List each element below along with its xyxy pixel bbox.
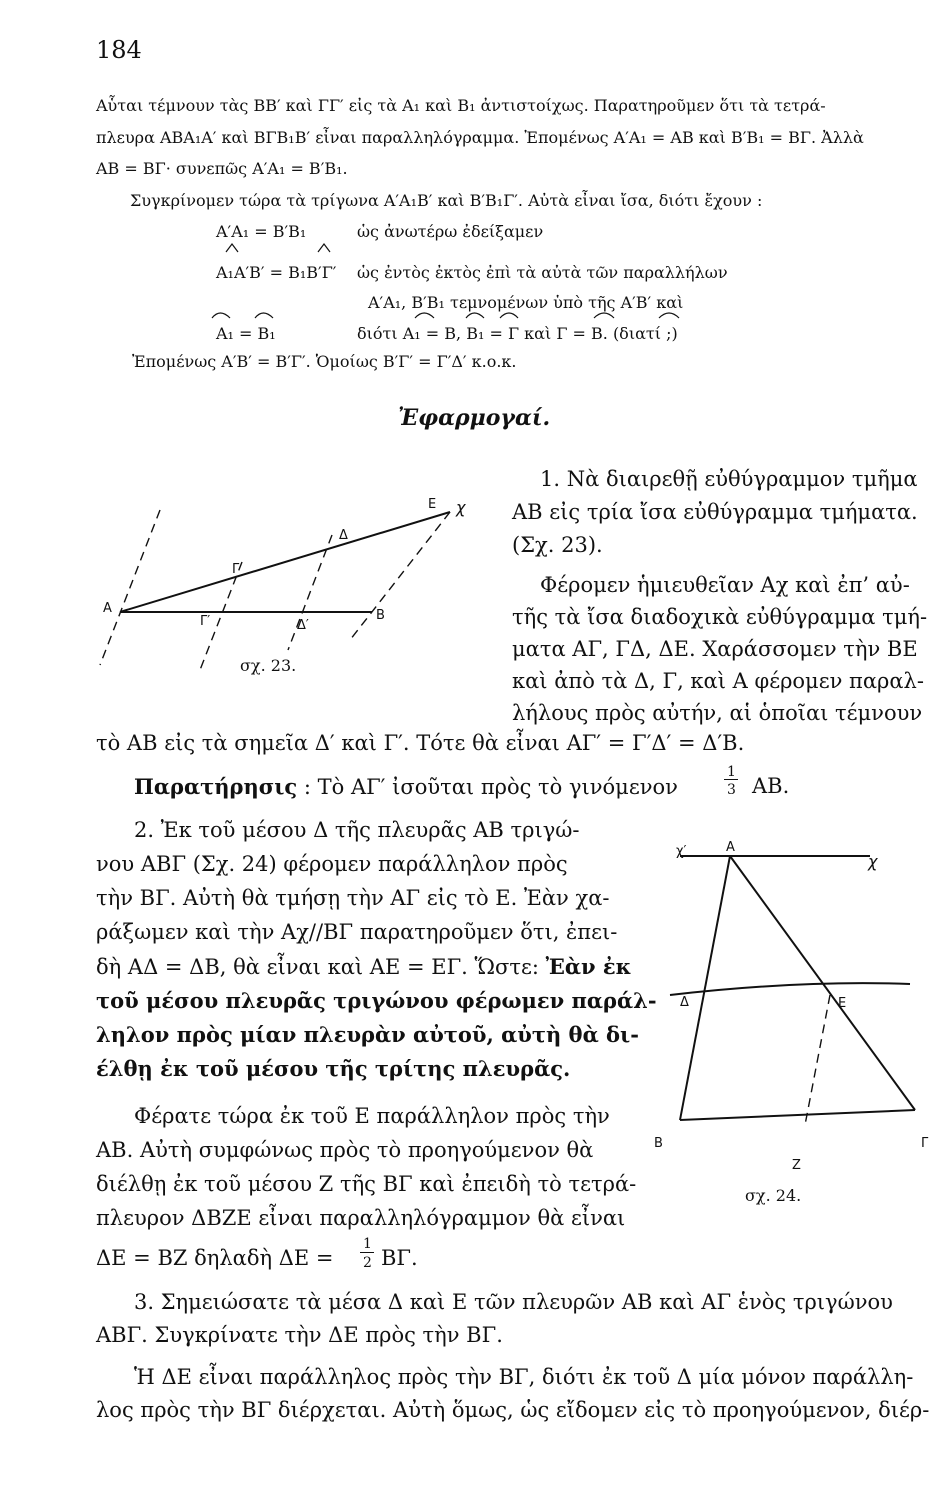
ex2-line-5a: δὴ ΑΔ = ΔΒ, θὰ εἶναι καὶ ΑΕ = ΕΓ. Ὥστε: [96, 955, 546, 979]
remark-label: Παρατήρησις [134, 774, 298, 799]
ex1-line-1: 1. Νὰ διαιρεθῇ εὐθύγραμμον τμῆμα [540, 467, 918, 491]
ex2-p2-line-2: ΑΒ. Αὐτὴ συμφώνως πρὸς τὸ προηγούμενον θὰ [96, 1138, 594, 1162]
fig23-label-d: Δ [339, 528, 348, 543]
cond-3-left: Α₁ = Β₁ [216, 324, 276, 343]
angle-mark [466, 313, 484, 318]
parallel-through-d [288, 535, 332, 650]
ex2-line-2: νου ΑΒΓ (Σχ. 24) φέρομεν παράλληλον πρὸς [96, 852, 568, 876]
fig24-label-xprime: χ′ [676, 844, 687, 859]
angle-marks [0, 0, 951, 400]
ex2-line-4: ράξωμεν καὶ τὴν Αχ//ΒΓ παρατηροῦμεν ὅτι, ἐπει- [96, 920, 618, 944]
fig24-label-e: Ε [838, 996, 847, 1011]
conclusion-line: Ἐπομένως Α′Β′ = Β′Γ′. Ὁμοίως Β′Γ′ = Γ′Δ′ κ.ο.κ. [132, 352, 517, 371]
ex2-line-3: τὴν ΒΓ. Αὐτὴ θὰ τμήσῃ τὴν ΑΓ εἰς τὸ Ε. Ἐὰν χα- [96, 886, 610, 910]
cond-2-right-cont: Α′Α₁, Β′Β₁ τεμνομένων ὑπὸ τῆς Α′Β′ καὶ [368, 293, 684, 312]
angle-mark [226, 244, 238, 252]
angle-mark [415, 313, 434, 318]
page-number: 184 [96, 36, 142, 64]
line-ez [805, 995, 830, 1125]
ex2-rule-line-2: ληλον πρὸς μίαν πλευρὰν αὐτοῦ, αὐτὴ θὰ δι- [96, 1022, 639, 1047]
fig24-label-b: Β [654, 1136, 663, 1151]
ex3-line-2: ΑΒΓ. Συγκρίνατε τὴν ΔΕ πρὸς τὴν ΒΓ. [96, 1323, 503, 1347]
ex1-line-6: ματα ΑΓ, ΓΔ, ΔΕ. Χαράσσομεν τὴν ΒΕ [512, 637, 918, 661]
ex3-line-1: 3. Σημειώσατε τὰ μέσα Δ καὶ Ε τῶν πλευρῶν ΑΒ καὶ ΑΓ ἑνὸς τριγώνου [134, 1290, 893, 1314]
ex2-fraction-num: 1 [363, 1236, 372, 1252]
cond-1-left: Α′Α₁ = Β′Β₁ [216, 222, 307, 241]
figure-24 [660, 830, 930, 1150]
ex1-line-9: τὸ ΑΒ εἰς τὰ σημεῖα Δ′ καὶ Γ′. Τότε θὰ εἶναι ΑΓ′ = Γ′Δ′ = Δ′Β. [96, 731, 745, 755]
fig23-label-gprime: Γ′ [200, 614, 211, 629]
ex2-line-1: 2. Ἐκ τοῦ μέσου Δ τῆς πλευρᾶς ΑΒ τριγώ- [134, 818, 580, 842]
ex2-p2-line-5b: ΒΓ. [381, 1246, 418, 1270]
remark-end: ΑΒ. [752, 774, 790, 798]
ex2-p2-line-3: διέλθῃ ἐκ τοῦ μέσου Ζ τῆς ΒΓ καὶ ἐπειδὴ τὸ τετρά- [96, 1172, 637, 1196]
ex2-rule-line-1: τοῦ μέσου πλευρᾶς τριγώνου φέρωμεν παράλ- [96, 988, 657, 1013]
cond-2-right: ὡς ἐντὸς ἐκτὸς ἐπὶ τὰ αὐτὰ τῶν παραλλήλων [357, 263, 728, 282]
angle-mark [255, 313, 273, 318]
side-ab [680, 856, 730, 1120]
ex1-line-4: Φέρομεν ἡμιευθεῖαν Αχ καὶ ἐπ’ αὐ- [540, 573, 910, 597]
fig23-label-x: χ [456, 498, 466, 517]
ex1-line-3: (Σχ. 23). [512, 533, 603, 557]
side-bg [680, 1110, 915, 1120]
ex2-p2-line-1: Φέρατε τώρα ἐκ τοῦ Ε παράλληλον πρὸς τὴν [134, 1104, 610, 1128]
ex3-line-3: Ἡ ΔΕ εἶναι παράλληλος πρὸς τὴν ΒΓ, διότι ἐκ τοῦ Δ μία μόνον παράλλη- [134, 1365, 914, 1389]
top-line-3: ΑΒ = ΒΓ· συνεπῶς Α′Α₁ = Β′Β₁. [96, 159, 348, 178]
ex2-p2-line-4: πλευρον ΔΒΖΕ εἶναι παραλληλόγραμμον θὰ εἶναι [96, 1206, 626, 1230]
angle-mark [318, 244, 330, 252]
fig24-label-d: Δ [680, 995, 689, 1010]
remark-fraction-num: 1 [727, 764, 736, 780]
parallel-through-a [100, 510, 160, 665]
fig24-label-a: Α [726, 840, 735, 855]
fig23-label-g: Γ [232, 562, 240, 577]
ex1-line-8: λήλους πρὸς αὐτήν, αἱ ὁποῖαι τέμνουν [512, 701, 923, 725]
line-be [350, 512, 450, 640]
top-line-2: πλευρα ΑΒΑ₁Α′ καὶ ΒΓΒ₁Β′ εἶναι παραλληλόγραμμα. Ἐπομένως Α′Α₁ = ΑΒ καὶ Β′Β₁ = ΒΓ. Ἀλλὰ [96, 128, 864, 147]
top-line-4: Συγκρίνομεν τώρα τὰ τρίγωνα Α′Α₁Β′ καὶ Β′Β₁Γ′. Αὐτὰ εἶναι ἴσα, διότι ἔχουν : [130, 191, 763, 210]
fig23-label-e: Ε [428, 497, 437, 512]
remark-line [134, 774, 678, 799]
cond-3-right: διότι Α₁ = Β, Β₁ = Γ καὶ Γ = Β. (διατί ;) [357, 324, 678, 343]
angle-mark [659, 313, 679, 318]
fig24-label-x: χ [868, 852, 878, 871]
ex2-rule-line-3: έλθῃ ἐκ τοῦ μέσου τῆς τρίτης πλευρᾶς. [96, 1056, 571, 1081]
ex2-line-5b: Ἐὰν ἐκ [545, 954, 632, 979]
top-line-1: Αὗται τέμνουν τὰς ΒΒ′ καὶ ΓΓ′ εἰς τὰ Α₁ καὶ Β₁ ἀντιστοίχως. Παρατηροῦμεν ὅτι τὰ τετρά- [96, 96, 826, 115]
ex2-line-5 [96, 954, 631, 979]
ex1-line-5: τῆς τὰ ἴσα διαδοχικὰ εὐθύγραμμα τμή- [512, 605, 928, 629]
ex2-fraction-bar [360, 1252, 374, 1253]
cond-2-left: Α₁Α′Β′ = Β₁Β′Γ′ [216, 263, 337, 282]
section-title: Ἐφαρμογαί. [398, 405, 551, 431]
ex1-line-2: ΑΒ εἰς τρία ἴσα εὐθύγραμμα τμήματα. [512, 500, 918, 524]
ex1-line-7: καὶ ἀπὸ τὰ Δ, Γ, καὶ Α φέρομεν παραλ- [512, 669, 924, 693]
fig24-caption: σχ. 24. [745, 1186, 802, 1205]
ex3-line-4: λος πρὸς τὴν ΒΓ διέρχεται. Αὐτὴ ὅμως, ὡς εἴδομεν εἰς τὸ προηγούμενον, διέρ- [96, 1398, 930, 1422]
fig23-label-b: Β [376, 608, 385, 623]
fig23-label-a: Α [103, 601, 112, 616]
fig23-label-dprime: Δ′ [297, 618, 309, 633]
fig24-label-g: Γ [921, 1136, 929, 1151]
fig24-label-z: Ζ [792, 1158, 801, 1173]
ex2-p2-line-5a: ΔΕ = ΒΖ δηλαδὴ ΔΕ = [96, 1246, 334, 1270]
ray-ax [120, 512, 450, 612]
fig23-caption: σχ. 23. [240, 656, 297, 675]
remark-fraction-bar [724, 779, 738, 780]
ex2-fraction-den: 2 [363, 1255, 372, 1271]
angle-mark [212, 313, 230, 318]
remark-text: : Τὸ ΑΓ′ ἰσοῦται πρὸς τὸ γινόμενον [303, 775, 678, 799]
angle-mark [500, 313, 518, 318]
cond-1-right: ὡς ἀνωτέρω ἐδείξαμεν [357, 222, 544, 241]
remark-fraction-den: 3 [727, 782, 736, 798]
angle-mark [594, 313, 614, 318]
